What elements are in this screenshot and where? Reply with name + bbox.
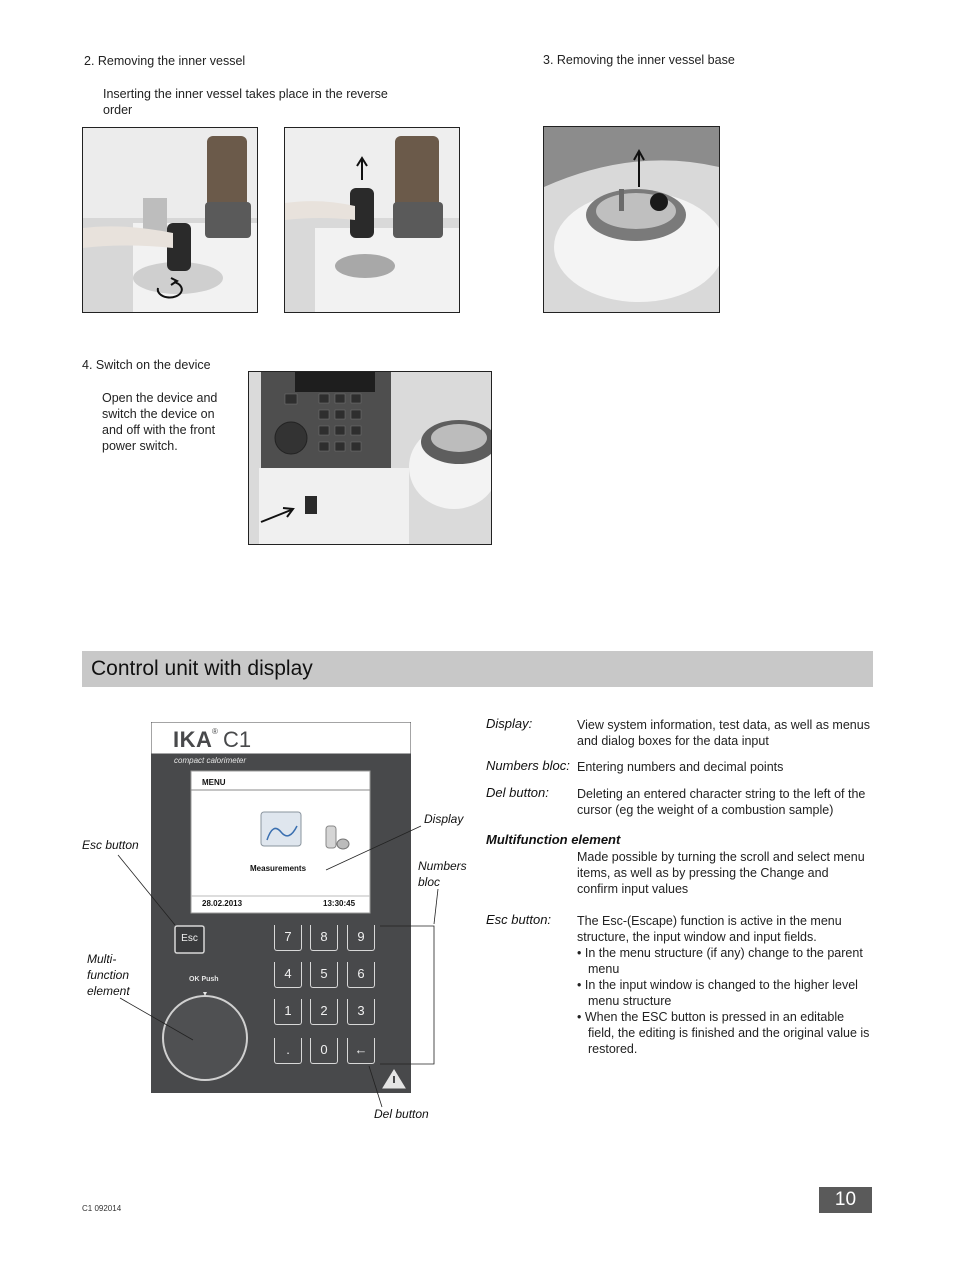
ok-push-label: OK Push — [189, 976, 219, 983]
registered-mark: ® — [212, 727, 218, 736]
screen-date: 28.02.2013 — [202, 899, 243, 908]
key-7[interactable]: 7 — [274, 925, 302, 951]
desc-esc-text: The Esc-(Escape) function is active in the menu structure, the input window and input fields. — [577, 914, 842, 944]
key-9[interactable]: 9 — [347, 925, 375, 951]
page-number: 10 — [819, 1187, 872, 1213]
desc-esc-block — [577, 913, 872, 1057]
photo-removing-vessel-2 — [284, 127, 460, 313]
multifunction-knob[interactable] — [163, 996, 247, 1080]
photo-removing-vessel-base — [543, 126, 720, 313]
callout-numbers-bloc: Numbers bloc — [418, 859, 467, 889]
document-code: C1 092014 — [82, 1204, 122, 1213]
callout-esc-button: Esc button — [82, 838, 139, 852]
esc-key-label[interactable]: Esc — [181, 933, 198, 944]
desc-del-text: Deleting an entered character string to the left of the cursor (eg the weight of a combustion sample) — [577, 787, 866, 817]
desc-esc-bullet: • When the ESC button is pressed in an editable field, the editing is finished and the original value is restored. — [577, 1010, 870, 1056]
key-5[interactable]: 5 — [310, 962, 338, 988]
step4-title: 4. Switch on the device — [82, 358, 211, 372]
key-6[interactable]: 6 — [347, 962, 375, 988]
device-brand: IKA — [173, 727, 213, 752]
screen-measurements-label: Measurements — [250, 864, 307, 873]
desc-display-text: View system information, test data, as well as menus and dialog boxes for the data input — [577, 718, 870, 748]
photo-removing-vessel-1 — [82, 127, 258, 313]
screen-time: 13:30:45 — [323, 899, 356, 908]
desc-numbers-label: Numbers bloc: — [486, 758, 570, 773]
desc-esc-label: Esc button: — [486, 912, 552, 927]
photo-switch-on-device — [248, 371, 492, 545]
desc-multifunction-label: Multifunction element — [486, 832, 621, 847]
screen-menu-title: MENU — [202, 778, 226, 787]
key-decimal[interactable]: . — [274, 1038, 302, 1064]
desc-display-label: Display: — [486, 716, 533, 731]
device-model: C1 — [223, 727, 252, 752]
callout-del-button: Del button — [374, 1107, 429, 1121]
section-title: Control unit with display — [91, 657, 313, 680]
desc-esc-bullet: • In the menu structure (if any) change to the parent menu — [577, 946, 863, 976]
desc-esc-bullet: • In the input window is changed to the higher level menu structure — [577, 978, 858, 1008]
key-1[interactable]: 1 — [274, 999, 302, 1025]
control-unit-illustration — [151, 722, 411, 1093]
callout-multi-function: Multi-function element — [87, 952, 130, 998]
section-header-bar — [82, 651, 873, 687]
step2-text: Inserting the inner vessel takes place in the reverse order — [103, 87, 388, 117]
key-del[interactable]: ← — [347, 1038, 375, 1064]
desc-numbers-text: Entering numbers and decimal points — [577, 760, 784, 774]
desc-multifunction-text: Made possible by turning the scroll and select menu items, as well as by pressing the Change and confirm input values — [577, 850, 865, 896]
step4-text: Open the device and switch the device on and off with the front power switch. — [102, 391, 218, 453]
key-4[interactable]: 4 — [274, 962, 302, 988]
step2-title: 2. Removing the inner vessel — [84, 54, 246, 68]
key-8[interactable]: 8 — [310, 925, 338, 951]
step3-title: 3. Removing the inner vessel base — [543, 53, 735, 67]
desc-del-label: Del button: — [486, 785, 549, 800]
callout-display: Display — [424, 812, 464, 826]
key-3[interactable]: 3 — [347, 999, 375, 1025]
key-0[interactable]: 0 — [310, 1038, 338, 1064]
device-subtitle: compact calorimeter — [174, 756, 247, 765]
key-2[interactable]: 2 — [310, 999, 338, 1025]
